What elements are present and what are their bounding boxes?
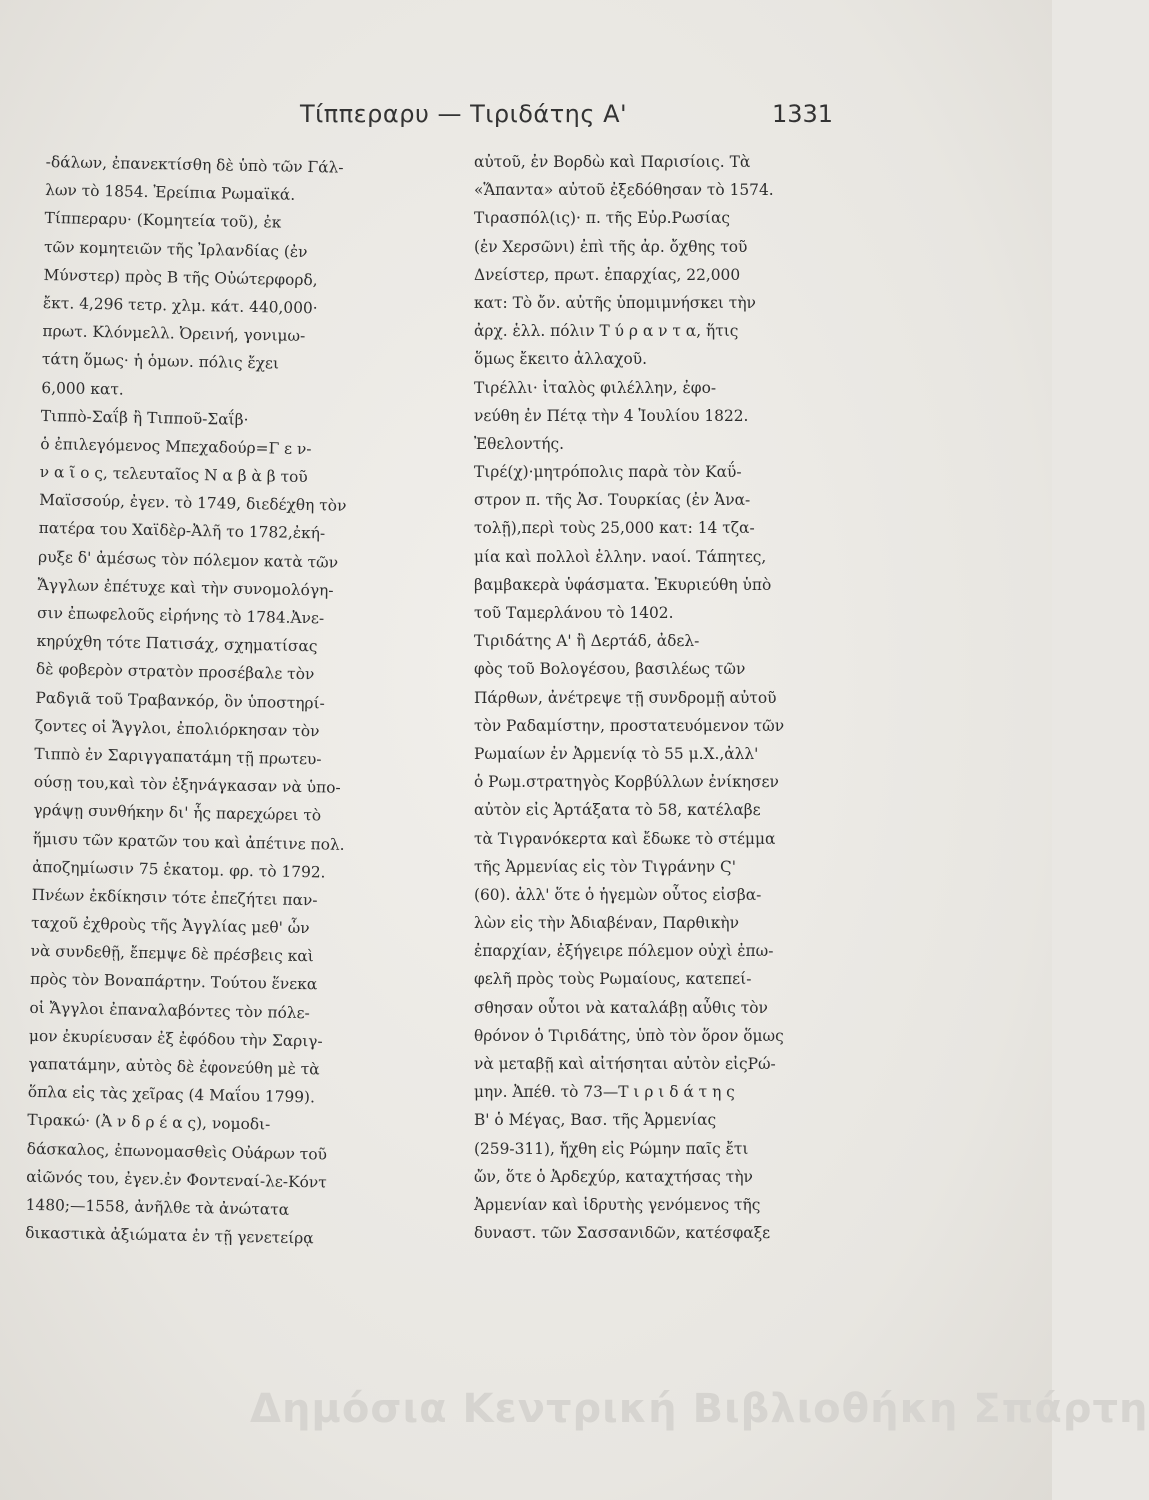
text-line: αὐτὸν εἰς Ἀρτάξατα τὸ 58, κατέλαβε [474,801,761,820]
text-line: νεύθη ἐν Πέτᾳ τὴν 4 Ἰουλίου 1822. [474,406,749,425]
text-line: ἔκτ. 4,296 τετρ. χλμ. κάτ. 440,000· [42,293,318,318]
text-line: αἰῶνός του, ἐγεν.ἐν Φοντεναί-λε-Κόντ [26,1167,327,1192]
text-line: τοῦ Ταμερλάνου τὸ 1402. [474,604,674,622]
text-line: (259-311), ἤχθη εἰς Ρώμην παῖς ἔτι [474,1139,749,1158]
text-line: ν α ῖ ο ς, τελευταῖος Ν α β ὰ β τοῦ [39,463,308,487]
text-line: ὁ ἐπιλεγόμενος Μπεχαδούρ=Γ ε ν- [40,434,312,459]
text-line: Μύνστερ) πρὸς Β τῆς Οὐώτερφορδ, [43,265,318,289]
text-line: λὼν εἰς τὴν Ἀδιαβέναν, Παρθικὴν [474,914,739,933]
text-line: ὅπλα εἰς τὰς χεῖρας (4 Μαΐου 1799). [27,1083,316,1107]
left-column [25,148,466,1255]
text-line: τὰ Τιγρανόκερτα καὶ ἔδωκε τὸ στέμμα [474,829,776,848]
text-line: σιν ἐπωφελοῦς εἰρήνης τὸ 1784.Ἀνε- [36,603,325,628]
text-line: (60). ἀλλ' ὅτε ὁ ἡγεμὼν οὗτος εἰσβα- [474,885,762,904]
text-line: ρυξε δ' ἀμέσως τὸν πόλεμον κατὰ τῶν [37,547,339,572]
text-line: τῆς Ἀρμενίας εἰς τὸν Τιγράνην Ϛ' [474,857,737,876]
text-line: Τιρακώ· (Ἀ ν δ ρ έ α ς), νομοδι- [27,1111,271,1134]
text-line: ούσῃ του,καὶ τὸν ἐξηνάγκασαν νὰ ὑπο- [33,773,341,797]
library-watermark: Δημόσια Κεντρική Βιβλιοθήκη Σπάρτη [250,1386,1149,1432]
text-line: τῶν κομητειῶν τῆς Ἰρλανδίας (ἐν [43,237,308,261]
text-line: Ἀρμενίαν καὶ ἱδρυτὴς γενόμενος τῆς [474,1195,761,1214]
text-line: ταχοῦ ἐχθροὺς τῆς Ἀγγλίας μεθ' ὧν [30,913,310,938]
text-line: δάσκαλος, ἐπωνομασθεὶς Οὐάρων τοῦ [26,1139,328,1164]
text-line: Πάρθων, ἀνέτρεψε τῇ συνδρομῇ αὐτοῦ [474,688,777,707]
text-line: ζοντες οἱ Ἄγγλοι, ἐπολιόρκησαν τὸν [34,716,320,741]
text-line: 1480;—1558, ἀνῆλθε τὰ ἀνώτατα [25,1195,290,1219]
text-line: αὐτοῦ, ἐν Βορδὼ καὶ Παρισίοις. Τὰ [474,153,751,171]
text-line: νὰ μεταβῇ καὶ αἰτήσηται αὐτὸν εἰςΡώ- [474,1055,776,1073]
running-header [0,100,1052,140]
text-line: πρὸς τὸν Βοναπάρτην. Τούτου ἕνεκα [29,970,318,994]
text-line: γαπατάμην, αὐτὸς δὲ ἐφονεύθη μὲ τὰ [28,1054,320,1079]
text-line: γράψῃ συνθήκην δι' ἧς παρεχώρει τὸ [33,801,322,825]
text-line: ἀρχ. ἑλλ. πόλιν Τ ύ ρ α ν τ α, ἥτις [474,322,739,341]
text-line: Μαϊσσούρ, ἐγεν. τὸ 1749, διεδέχθη τὸν [39,491,347,516]
text-line: κηρύχθη τότε Πατισάχ, σχηματίσας [36,632,318,656]
text-line: Ρωμαίων ἐν Ἀρμενίᾳ τὸ 55 μ.Χ.,ἀλλ' [474,744,759,763]
text-line: Ἄγγλων ἐπέτυχε καὶ τὴν συνομολόγη- [37,575,334,600]
right-column [474,148,854,1247]
text-line: νὰ συνδεθῇ, ἔπεμψε δὲ πρέσβεις καὶ [30,942,314,966]
text-line: ἀποζημίωσιν 75 ἑκατομ. φρ. τὸ 1792. [32,857,326,882]
text-line: κατ: Τὸ ὄν. αὐτῆς ὑπομιμνήσκει τὴν [474,293,756,312]
text-line: ὤν, ὅτε ὁ Ἀρδεχύρ, καταχτήσας τὴν [474,1167,753,1186]
text-line: μην. Ἀπέθ. τὸ 73—Τ ι ρ ι δ ά τ η ς [474,1083,735,1102]
text-line: δικαστικὰ ἀξιώματα ἐν τῇ γενετείρᾳ [24,1223,314,1248]
text-line: θρόνον ὁ Τιριδάτης, ὑπὸ τὸν ὅρον ὅμως [474,1026,784,1045]
text-line: Τιρέλλι· ἰταλὸς φιλέλλην, ἐφο- [474,378,717,397]
text-line: Ραδγιᾶ τοῦ Τραβανκόρ, ὃν ὑποστηρί- [35,688,325,713]
text-line: λων τὸ 1854. Ἐρείπια Ρωμαϊκά. [45,181,296,204]
text-line: τολῇ),περὶ τοὺς 25,000 κατ: 14 τζα- [474,519,755,538]
text-line: -δάλων, ἐπανεκτίσθη δὲ ὑπὸ τῶν Γάλ- [45,152,344,177]
text-line: ὅμως ἔκειτο ἀλλαχοῦ. [474,350,648,369]
text-line: ἥμισυ τῶν κρατῶν του καὶ ἀπέτινε πολ. [32,829,345,854]
text-line: Τιππὸ-Σαΐβ ἢ Τιπποῦ-Σαΐβ· [40,406,249,429]
text-line: Β' ὁ Μέγας, Βασ. τῆς Ἀρμενίας [474,1111,717,1130]
text-line: Τιρασπόλ(ις)· π. τῆς Εὐρ.Ρωσίας [474,209,730,228]
text-line: πρωτ. Κλόνμελλ. Ὀρεινή, γονιμω- [42,322,306,346]
text-line: μία καὶ πολλοὶ ἑλλην. ναοί. Τάπητες, [474,547,767,566]
text-line: πατέρα του Χαϊδὲρ-Ἀλῆ το 1782,ἐκή- [38,519,326,543]
text-line: τάτη ὅμως· ἡ ὁμων. πόλις ἔχει [41,350,280,373]
text-line: Πνέων ἐκδίκησιν τότε ἐπεζήτει παν- [31,885,318,910]
text-line: Ἐθελοντής. [474,434,564,453]
text-line: Τιριδάτης Α' ἢ Δερτάδ, ἀδελ- [474,632,700,651]
text-line: ἐπαρχίαν, ἐξήγειρε πόλεμον οὐχὶ ἐπω- [474,942,774,961]
text-line: μον ἐκυρίευσαν ἐξ ἐφόδου τὴν Σαριγ- [28,1026,323,1051]
text-line: βαμβακερὰ ὑφάσματα. Ἐκυριεύθη ὑπὸ [474,575,772,594]
text-line: Τιππὸ ἐν Σαριγγαπατάμη τῇ πρωτευ- [34,744,322,769]
text-line: Τιρέ(χ)·μητρόπολις παρὰ τὸν Καΰ- [474,463,742,482]
text-line: σθησαν οὗτοι νὰ καταλάβῃ αὖθις τὸν [474,998,768,1017]
text-line: φὸς τοῦ Βολογέσου, βασιλέως τῶν [474,660,746,679]
page-number: 1331 [772,100,834,128]
header-title: Τίππεραρυ — Τιριδάτης Α' [300,100,628,128]
text-line: στρον π. τῆς Ἀσ. Τουρκίας (ἐν Ἀνα- [474,491,751,510]
text-line: τὸν Ραδαμίστην, προστατευόμενον τῶν [474,716,785,735]
text-line: (ἐν Χερσῶνι) ἐπὶ τῆς ἀρ. ὄχθης τοῦ [474,237,748,256]
text-line: δὲ φοβερὸν στρατὸν προσέβαλε τὸν [35,660,315,684]
text-line: φελῆ πρὸς τοὺς Ρωμαίους, κατεπεί- [474,970,752,989]
text-line: Τίππεραρυ· (Κομητεία τοῦ), ἐκ [44,209,282,232]
text-line: «Ἅπαντα» αὐτοῦ ἐξεδόθησαν τὸ 1574. [474,181,774,200]
text-line: 6,000 κατ. [41,378,124,399]
text-line: οἱ Ἄγγλοι ἐπαναλαβόντες τὸν πόλε- [29,998,310,1022]
text-line: δυναστ. τῶν Σασσανιδῶν, κατέσφαξε [474,1224,771,1243]
text-line: ὁ Ρωμ.στρατηγὸς Κορβύλλων ἐνίκησεν [474,773,779,792]
text-line: Δνείστερ, πρωτ. ἐπαρχίας, 22,000 [474,265,741,284]
